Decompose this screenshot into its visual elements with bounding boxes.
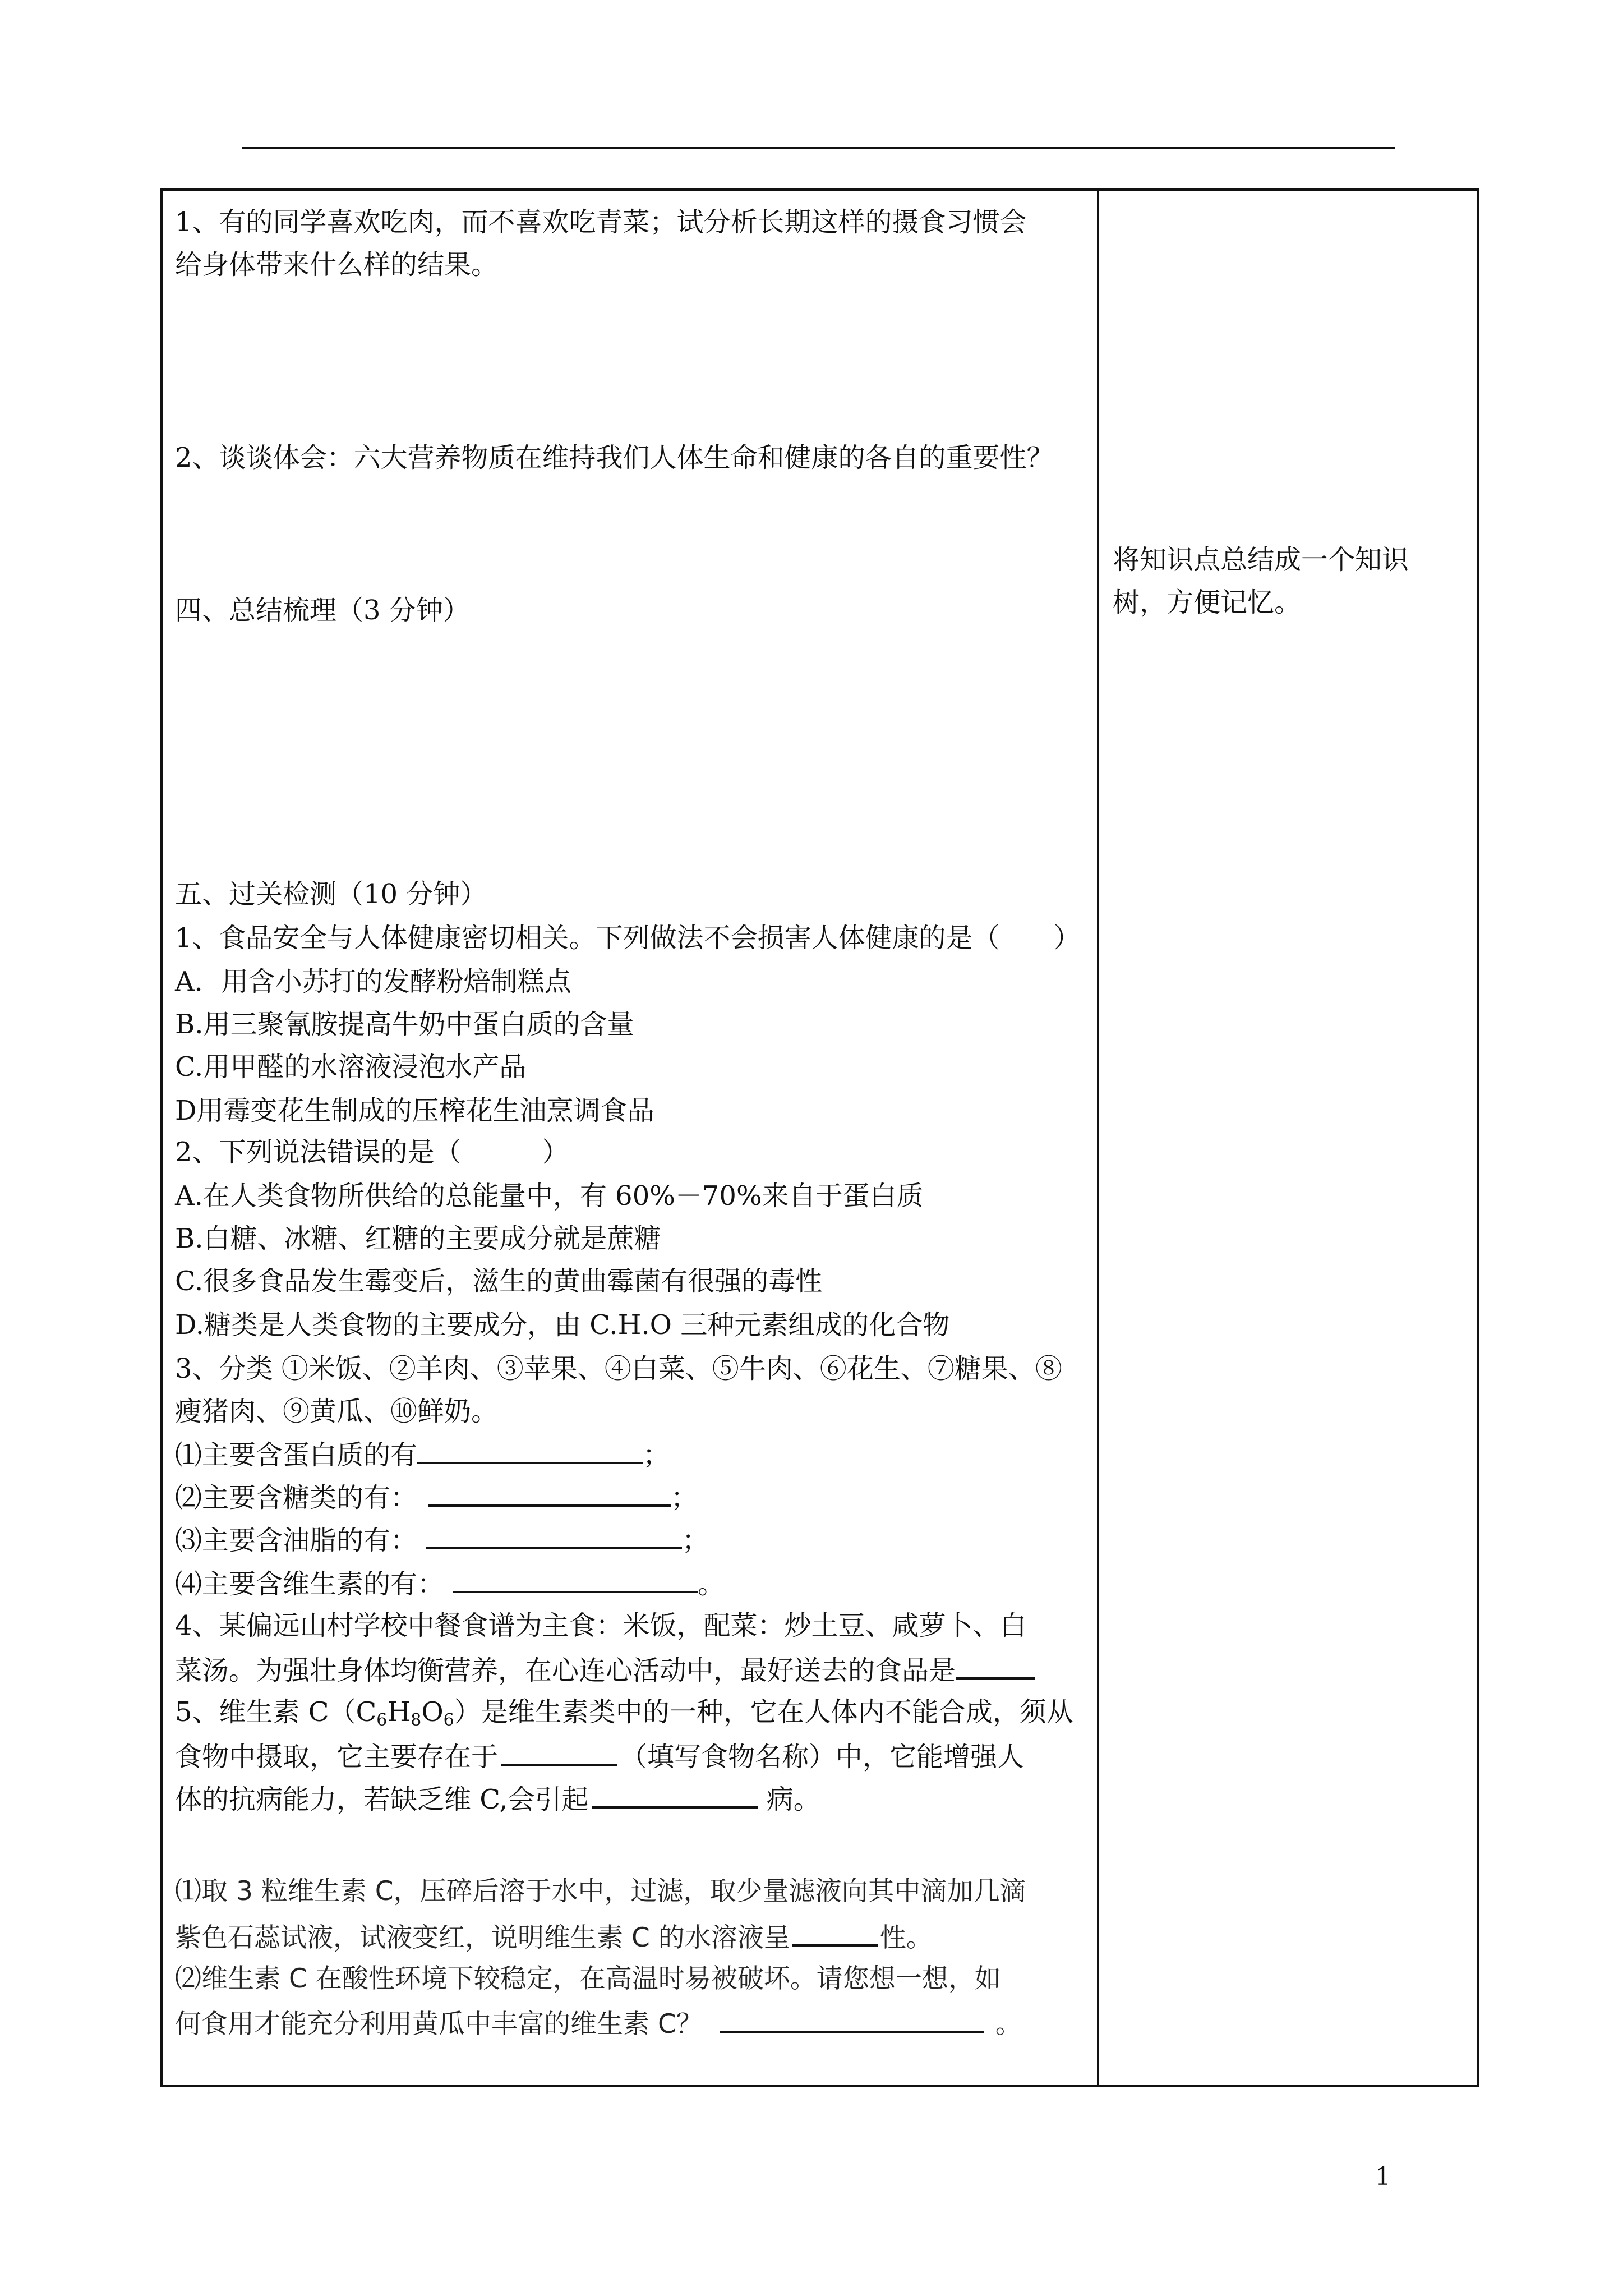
answer-blank[interactable]: [453, 1565, 698, 1593]
formula-element: H: [387, 1696, 411, 1728]
answer-blank[interactable]: [426, 1521, 682, 1549]
sub-question-2-line-2a: 何食用才能充分利用黄瓜中丰富的维生素 C？: [175, 2009, 703, 2040]
formula-subscript: 6: [443, 1710, 454, 1730]
test-3-part-2: [175, 1479, 698, 1516]
sub-question-1-line-2b: 性。: [879, 1922, 933, 1953]
formula-element: O: [421, 1696, 444, 1728]
test-3-line-2: 瘦猪肉、⑨黄瓜、⑩鲜奶。: [175, 1396, 499, 1427]
test-2-question: 2、下列说法错误的是（ ）: [175, 1137, 569, 1168]
test-3-part-2-text: ⑵主要含糖类的有：: [175, 1482, 418, 1513]
test-4-line-2-text: 菜汤。为强壮身体均衡营养，在心连心活动中，最好送去的食品是: [175, 1655, 956, 1686]
test-5-line-2a: 食物中摄取，它主要存在于: [175, 1741, 499, 1773]
test-3-part-3-end: ；: [682, 1525, 709, 1556]
test-1-option-c: C.用甲醛的水溶液浸泡水产品: [175, 1051, 527, 1083]
test-3-part-3-text: ⑶主要含油脂的有：: [175, 1525, 418, 1556]
test-3-part-1-end: ；: [643, 1439, 670, 1471]
sub-question-2-line-2b: 。: [995, 2009, 1022, 2040]
answer-blank[interactable]: [792, 1918, 878, 1947]
sub-question-1-line-2a: 紫色石蕊试液，试液变红，说明维生素 C 的水溶液呈: [175, 1922, 790, 1953]
question-2: 2、谈谈体会：六大营养物质在维持我们人体生命和健康的各自的重要性？: [175, 442, 1054, 473]
test-1-question: 1、食品安全与人体健康密切相关。下列做法不会损害人体健康的是（ ）: [175, 922, 1081, 954]
test-1-option-b: B.用三聚氰胺提高牛奶中蛋白质的含量: [175, 1009, 634, 1040]
test-3-part-4: [175, 1565, 725, 1602]
test-5-suffix: ）是维生素类中的一种，它在人体内不能合成，须从: [454, 1696, 1073, 1728]
test-4-line-2: [175, 1651, 1035, 1688]
test-2-option-c: C.很多食品发生霉变后，滋生的黄曲霉菌有很强的毒性: [175, 1266, 823, 1297]
formula-subscript: 6: [376, 1710, 388, 1730]
test-2-option-b: B.白糖、冰糖、红糖的主要成分就是蔗糖: [175, 1223, 661, 1254]
question-1-line-2: 给身体带来什么样的结果。: [175, 249, 499, 280]
side-note-line-2: 树，方便记忆。: [1113, 587, 1302, 618]
test-5-line-2b: （填写食物名称）中，它能增强人: [620, 1741, 1025, 1773]
test-3-line-1: 3、分类 ①米饭、②羊肉、③苹果、④白菜、⑤牛肉、⑥花生、⑦糖果、⑧: [175, 1353, 1062, 1384]
test-5-line-3: [175, 1780, 820, 1818]
test-5-line-3b: 病。: [758, 1784, 820, 1815]
section-4-heading: 四、总结梳理（3 分钟）: [175, 595, 470, 626]
test-2-option-d: D.糖类是人类食物的主要成分，由 C.H.O 三种元素组成的化合物: [175, 1309, 950, 1341]
test-4-line-1: 4、某偏远山村学校中餐食谱为主食：米饭，配菜：炒土豆、咸萝卜、白: [175, 1610, 1027, 1641]
test-5-line-1: [175, 1694, 1073, 1738]
test-1-option-a: A．用含小苏打的发酵粉焙制糕点: [175, 966, 571, 997]
test-3-part-4-end: 。: [698, 1568, 725, 1600]
side-note-line-1: 将知识点总结成一个知识: [1113, 544, 1409, 576]
answer-blank[interactable]: [417, 1436, 643, 1464]
answer-blank[interactable]: [428, 1479, 671, 1507]
answer-blank[interactable]: [956, 1651, 1035, 1680]
answer-blank[interactable]: [592, 1780, 758, 1809]
section-5-heading: 五、过关检测（10 分钟）: [175, 878, 487, 910]
question-1-line-1: 1、有的同学喜欢吃肉，而不喜欢吃青菜；试分析长期这样的摄食习惯会: [175, 206, 1027, 238]
header-rule: [242, 147, 1395, 149]
test-3-part-4-text: ⑷主要含维生素的有：: [175, 1568, 445, 1600]
sub-question-1-line-2: [175, 1918, 933, 1956]
column-divider: [1097, 188, 1099, 2087]
test-3-part-1: [175, 1436, 670, 1473]
test-2-option-a: A.在人类食物所供给的总能量中，有 60%－70%来自于蛋白质: [175, 1180, 924, 1212]
test-3-part-1-text: ⑴主要含蛋白质的有: [175, 1439, 418, 1471]
test-5-line-3a: 体的抗病能力，若缺乏维 C,会引起: [175, 1784, 589, 1815]
test-5-prefix: 5、维生素 C（C: [175, 1696, 377, 1728]
test-3-part-2-end: ；: [671, 1482, 698, 1513]
test-1-option-d: D用霉变花生制成的压榨花生油烹调食品: [175, 1095, 654, 1126]
answer-blank[interactable]: [720, 2005, 984, 2033]
page-number: 1: [1375, 2162, 1391, 2191]
test-5-line-2: [175, 1738, 1024, 1775]
sub-question-1-line-1: ⑴取 3 粒维生素 C，压碎后溶于水中，过滤，取少量滤液向其中滴加几滴: [175, 1876, 1026, 1907]
answer-blank[interactable]: [501, 1738, 617, 1766]
sub-question-2-line-1: ⑵维生素 C 在酸性环境下较稳定，在高温时易被破坏。请您想一想，如: [175, 1963, 1001, 1994]
sub-question-2-line-2: [175, 2005, 1022, 2042]
formula-subscript: 8: [411, 1710, 422, 1730]
test-3-part-3: [175, 1521, 709, 1558]
